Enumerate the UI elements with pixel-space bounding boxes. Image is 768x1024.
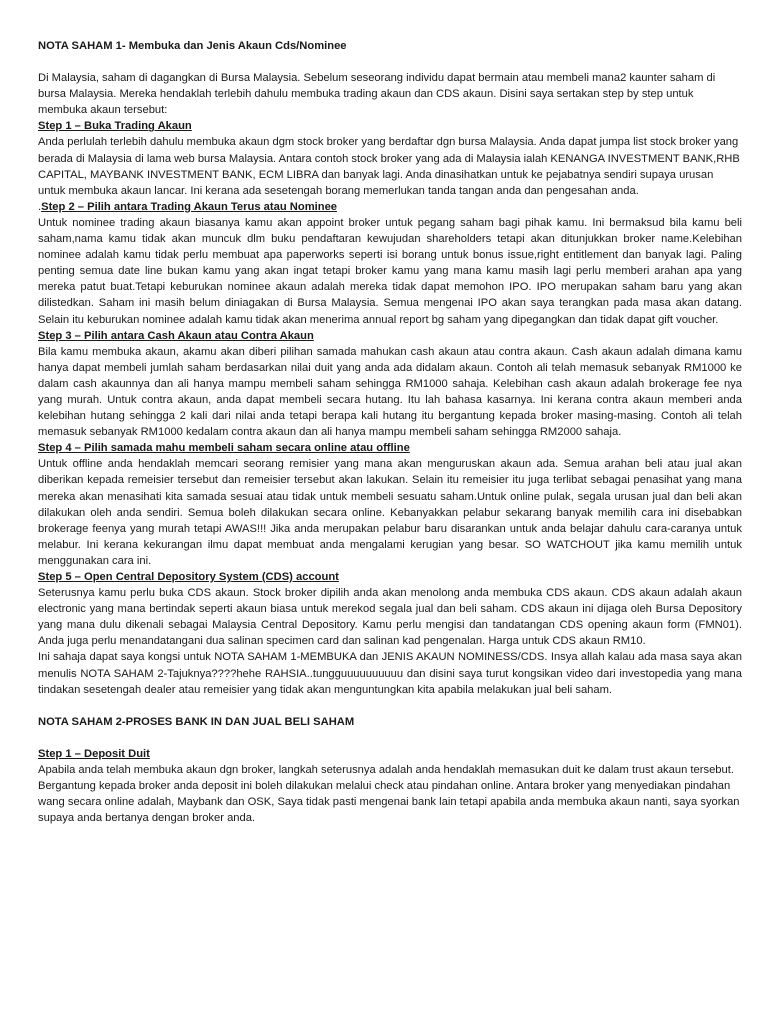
step-2-prefix: . [38, 200, 42, 213]
step-2-paragraph: Untuk nominee trading akaun biasanya kamu akan appoint broker untuk pegang saham bagi pihak kamu. Ini bermaksud bila kamu beli saham,nama kamu tidak akan muncuk dlm buku pendaftaran kewujudan shareholders tetapi akan ditunjukkan broker name.Kelebihan nominee adalah kamu tidak perlu membuat apa paperworks seperti isi borang untuk bonus issue,right entitlement dan banyak lagi. Paling penting semua date line bukan kamu yang akan ingat tetapi broker kamu yang mana kamu masih lagi perlu memberi arahan apa yang mereka patut buat.Tetapi keburukan nominee akaun adalah mereka tidak dapat memohon IPO. IPO merupakan saham baru yang akan dilistedkan. Saham ini masih belum diniagakan di Bursa Malaysia. Semua mengenai IPO akan saya terangkan pada masa akan datang. Selain itu keburukan nominee adalah kamu tidak akan menerima annual report bg saham yang dipegangkan dan tidak dapat gift voucher. [38, 216, 742, 326]
step-1-heading: Step 1 – Buka Trading Akaun [38, 120, 192, 133]
intro-paragraph: Di Malaysia, saham di dagangkan di Bursa Malaysia. Sebelum seseorang individu dapat bermain atau membeli mana2 kaunter saham di bursa Malaysia. Mereka hendaklah terlebih dahulu membuka trading akaun dan CDS akaun. Disini saya sertakan step by step untuk membuka akaun tersebut: [38, 72, 716, 117]
step-4-heading: Step 4 – Pilih samada mahu membeli saham secara online atau offline [38, 442, 410, 455]
step-5-heading: Step 5 – Open Central Depository System (CDS) account [38, 571, 339, 583]
closing-paragraph: Ini sahaja dapat saya kongsi untuk NOTA SAHAM 1-MEMBUKA dan JENIS AKAUN NOMINESS/CDS. Insya allah kalau ada masa saya akan menulis NOTA SAHAM 2-Tajuknya????hehe RAHSIA..tungguuuuuuuuuu dan disini saya turut kongsikan video dari investopedia yang mana tindakan sesetengah dealer atau remeisier yang tidak akan menguntungkan kita apabila melakukan jual beli saham. [38, 651, 742, 696]
step-1-paragraph: Anda perlulah terlebih dahulu membuka akaun dgm stock broker yang berdaftar dgn bursa Malaysia. Anda dapat jumpa list stock broker yang berada di Malaysia di lama web bursa Malaysia. Antara contoh stock broker yang ada di Malaysia ialah KENANGA INVESTMENT BANK,RHB CAPITAL, MAYBANK INVESTMENT BANK, ECM LIBRA dan banyak lagi. Anda dinasihatkan untuk ke pejabatnya sendiri supaya urusan untuk membuka akaun lancar. Ini kerana ada sesetengah borang memerlukan tanda tangan anda dan pengesahan anda. [38, 136, 740, 197]
document-title-nota-2: NOTA SAHAM 2-PROSES BANK IN DAN JUAL BELI SAHAM [38, 715, 355, 728]
step-2-heading-line [38, 199, 742, 215]
document-title-nota-1: NOTA SAHAM 1- Membuka dan Jenis Akaun Cds/Nominee [38, 40, 347, 52]
nota-2-step-1-paragraph: Apabila anda telah membuka akaun dgn broker, langkah seterusnya adalah anda hendaklah memasukan duit ke dalam trust akaun tersebut. Bergantung kepada broker anda deposit ini boleh dilakukan melalui check atau pindahan online. Antara broker yang menyediakan pindahan wang secara online adalah, Maybank dan OSK, Saya tidak pasti mengenai bank lain tetapi apabila anda membuka akaun nanti, saya syorkan supaya anda bertanya dengan broker anda. [38, 763, 740, 825]
step-3-paragraph: Bila kamu membuka akaun, akamu akan diberi pilihan samada mahukan cash akaun atau contra akaun. Cash akaun adalah dimana kamu hanya dapat membeli jumlah saham berdasarkan nilai duit yang anda ada didalam akaun. Contoh ali telah memasuk sebanyak RM1000 ke dalam cash akaunnya dan ali hanya mampu membeli saham sehingga RM1000 sahaja. Kelebihan cash akaun adalah brokerage fee nya yang murah. Untuk contra akaun, anda dapat membeli secara hutang. Itu lah bahasa kasarnya. Ini kerana contra akaun memberi anda kelebihan hutang sehingga 2 kali dari nilai anda tetapi berapa kali hutang itu bergantung kepada broker masing-masing. Contoh ali telah memasuk sebanyak RM1000 kedalam contra akaun dan ali hanya mampu membeli saham sehingga RM2000 sahaja. [38, 345, 742, 439]
step-4-paragraph: Untuk offline anda hendaklah memcari seorang remisier yang mana akan menguruskan akaun ada. Semua arahan beli atau jual akan diberikan kepada remeisier tersebut dan remeisier tersebut akan lakukan. Selain itu remeisier itu juga terlibat sebagai penasihat yang mana mereka akan menasihati kita samada sesuai atau tidak untuk membeli sesuatu saham.Untuk online pulak, segala urusan jual dan beli akan dilakukan oleh anda sendiri. Semua boleh dilakukan secara online. Kebanyakkan pelabur sekarang banyak memilih cara ini disebabkan brokerage feenya yang murah tetapi AWAS!!! Jika anda merupakan pelabur baru disarankan untuk anda belajar dahulu cara-caranya untuk melabur. Ini kerana kekurangan ilmu dapat membuat anda mengalami kerugian yang besar. SO WATCHOUT jika kamu memilih untuk menggunakan cara ini. [38, 458, 742, 567]
step-5-paragraph: Seterusnya kamu perlu buka CDS akaun. Stock broker dipilih anda akan menolong anda membuka CDS akaun. CDS akaun adalah akaun electronic yang mana bertindak seperti akaun biasa untuk merekod segala jual dan beli saham. CDS akaun ini dijaga oleh Bursa Depository yang mana dulu dikenali sebagai Malaysia Central Depository. Kamu perlu mengisi dan tandatangan CDS opening akaun form (FMN01). Anda juga perlu menandatangani dua salinan specimen card dan salinan kad pengenalan. Harga untuk CDS akaun RM10. [38, 587, 742, 648]
spacer [38, 730, 742, 746]
step-3-heading: Step 3 – Pilih antara Cash Akaun atau Contra Akaun [38, 329, 314, 342]
spacer [38, 698, 742, 714]
spacer [38, 54, 742, 70]
step-2-heading: Step 2 – Pilih antara Trading Akaun Terus atau Nominee [41, 200, 338, 213]
nota-2-step-1-heading: Step 1 – Deposit Duit [38, 747, 150, 760]
